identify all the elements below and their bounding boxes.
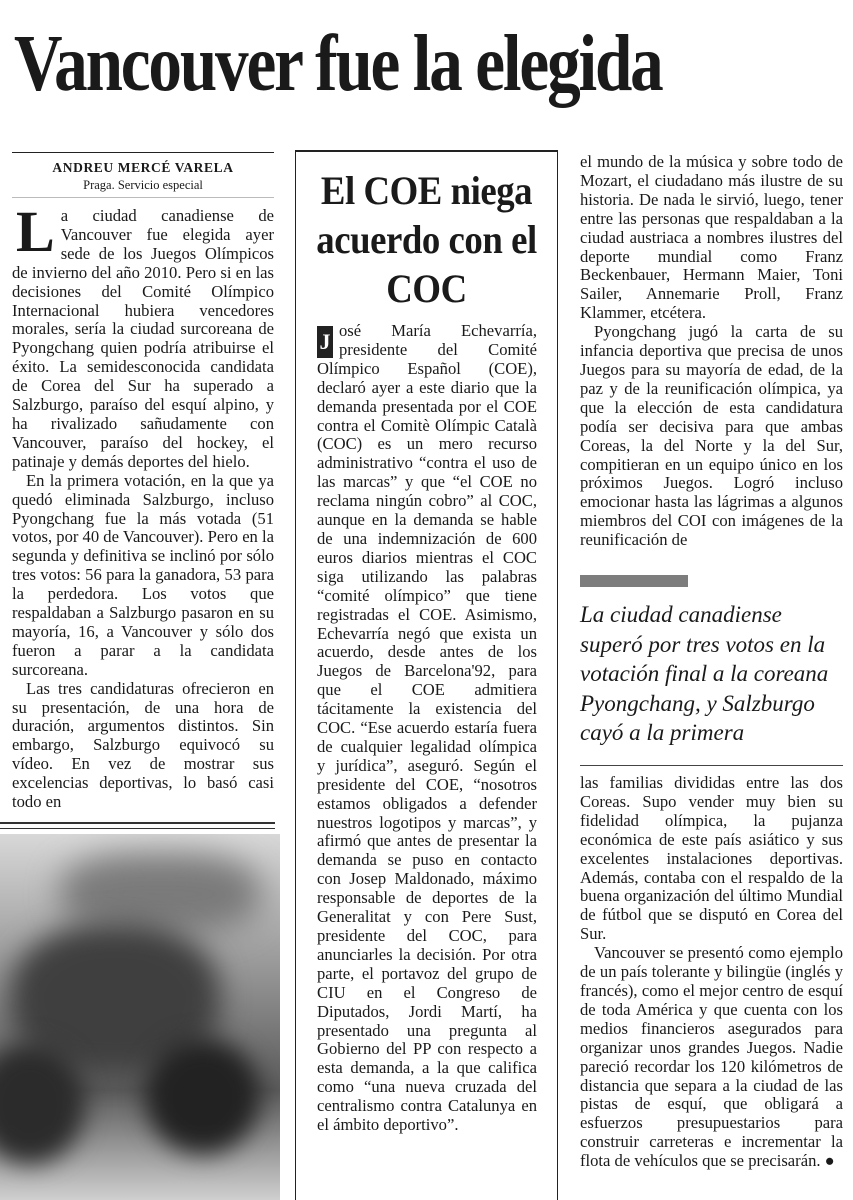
end-mark: ● xyxy=(824,1151,835,1171)
byline-rule-bottom xyxy=(12,197,274,198)
article-paragraph: Pyongchang jugó la carta de su infancia deportiva que precisa de unos Juegos para su mayoría de edad, de la paz y de la reunificación olímpica, ya que la elección de esta candidatura podía ser decisiva para que ambas Coreas, la del Norte y la del Sur, compitieran en un equipo único en los próximos Juegos. Logró incluso emocionar hasta las lágrimas a algunos miembros del COI con imágenes de la reunificación de xyxy=(580,322,843,550)
blurred-photo xyxy=(0,834,280,1200)
article-paragraph: las familias divididas entre las dos Coreas. Supo vender muy bien su fidelidad olímpica, la pujanza económica de este país asiático y sus excelentes instalaciones deportivas. Además, contaba con el respaldo de la buena organización del último Mundial de fútbol que se disputó en Corea del Sur. xyxy=(580,773,843,944)
byline-place: Praga. Servicio especial xyxy=(83,178,203,192)
main-article-column-3-bottom xyxy=(580,774,843,1171)
pullquote-bar xyxy=(580,575,688,587)
article-paragraph: Las tres candidaturas ofrecieron en su presentación, de una hora de duración, argumentos distintos. Sin embargo, Salzburgo equivocó su vídeo. En vez de mostrar sus excelencias deportivas, lo basó casi todo en xyxy=(12,678,274,812)
article-paragraph: el mundo de la música y sobre todo de Mozart, el ciudadano más ilustre de su historia. De nada le sirvió, luego, tener entre las personas que respaldaban a la ciudad austriaca a nombres ilustres del deporte mundial como Franz Beckenbauer, Hermann Maier, Toni Sailer, Annemarie Proll, Franz Klammer, etcétera. xyxy=(580,152,843,323)
article-paragraph xyxy=(12,199,274,472)
pullquote-rule xyxy=(580,765,843,766)
sidebar-text: osé María Echevarría, presidente del Comité Olímpico Español (COE), declaró ayer a este diario que la demanda presentada por el COE contra el Comitè Olímpic Català (COC) es un mero recurso administrativo “contra el uso de las marcas” y que “el COE no reclama ningún cobro” al COC, aunque en la demanda se hable de una indemnización de 600 euros diarios mientras el COC siga utilizando las palabras “comité olímpico” que tiene registradas el COE. Asimismo, Echevarría negó que exista un acuerdo, desde antes de los Juegos de Barcelona'92, para que el COE admitiera tácitamente la existencia del COC. “Ese acuerdo estaría fuera de cualquier legalidad olímpica y jurídica”, aseguró. Según el presidente del COE, “nosotros estamos obligados a defender nuestros logotipos y marcas”, y afirmó que antes de presentar la demanda se puso en contacto con Josep Maldonado, máximo responsable de deportes de la Generalitat y con Pere Sust, presidente del COC, para anunciarles la decisión. Por otra parte, el portavoz del grupo de CIU en el Congreso de Diputados, Jordi Martí, ha presentado una pregunta al Gobierno del PP con respecto a esta demanda, a la que califica como “una nueva cruzada del centralismo contra Catalunya en el ámbito deportivo”. xyxy=(317,321,537,1135)
paragraph-text: Vancouver se presentó como ejemplo de un país tolerante y bilingüe (inglés y francés), como el mejor centro de esquí de toda América y que cuenta con los medios financieros asegurados para organizar unos grandes Juegos. Nadie pareció recordar los 120 kilómetros de distancia que separa a la ciudad de las pistas de esquí, que obligará a esfuerzos presupuestarios para construir carreteras e incrementar la flota de vehículos que se precisarán. xyxy=(580,943,843,1171)
dropcap: L xyxy=(16,199,55,264)
photo-rule xyxy=(0,822,275,824)
pullquote: La ciudad canadiense superó por tres votos en la votación final a la coreana Pyongchang, y Salzburgo cayó a la primera xyxy=(580,602,829,745)
main-article-column-3-top xyxy=(580,153,843,550)
byline-author: ANDREU MERCÉ VARELA xyxy=(52,160,234,175)
photo-shape xyxy=(60,854,260,934)
sidebar-title: El COE niega acuerdo con el COC xyxy=(316,168,537,311)
sidebar-paragraph xyxy=(317,322,537,1135)
headline: Vancouver fue la elegida xyxy=(14,20,662,108)
article-paragraph: En la primera votación, en la que ya quedó eliminada Salzburgo, incluso Pyongchang fue la más votada (51 votos, por 40 de Vancouver). Pero en la segunda y definitiva se inclinó por sólo tres votos: 56 para la ganadora, 53 para la perdedora. Los votos que respaldaban a Salzburgo pasaron en su mayoría, 16, a Vancouver y sólo dos fueron a parar a la candidata surcoreana. xyxy=(12,470,274,679)
byline-rule xyxy=(12,152,274,153)
photo-rule-thin xyxy=(0,828,275,829)
sidebar-dropcap: J xyxy=(317,326,333,358)
photo-shape xyxy=(145,1039,260,1154)
main-article-column-1 xyxy=(12,199,274,812)
article-paragraph xyxy=(580,944,843,1171)
sidebar-body xyxy=(317,322,537,1135)
paragraph-text: a ciudad canadiense de Vancouver fue elegida ayer sede de los Juegos Olímpicos de invierno del año 2010. Pero si en las decisiones del Comité Olímpico Internacional hubiera vencedores morales, sería la ciudad surcoreana de Pyongchang quien podría atribuirse el éxito. La semidesconocida candidata de Corea del Sur ha superado a Salzburgo, paraíso del esquí alpino, y ha rivalizado sañudamente con Vancouver, paraíso del hockey, el patinaje y demás deportes del hielo. xyxy=(12,206,274,471)
